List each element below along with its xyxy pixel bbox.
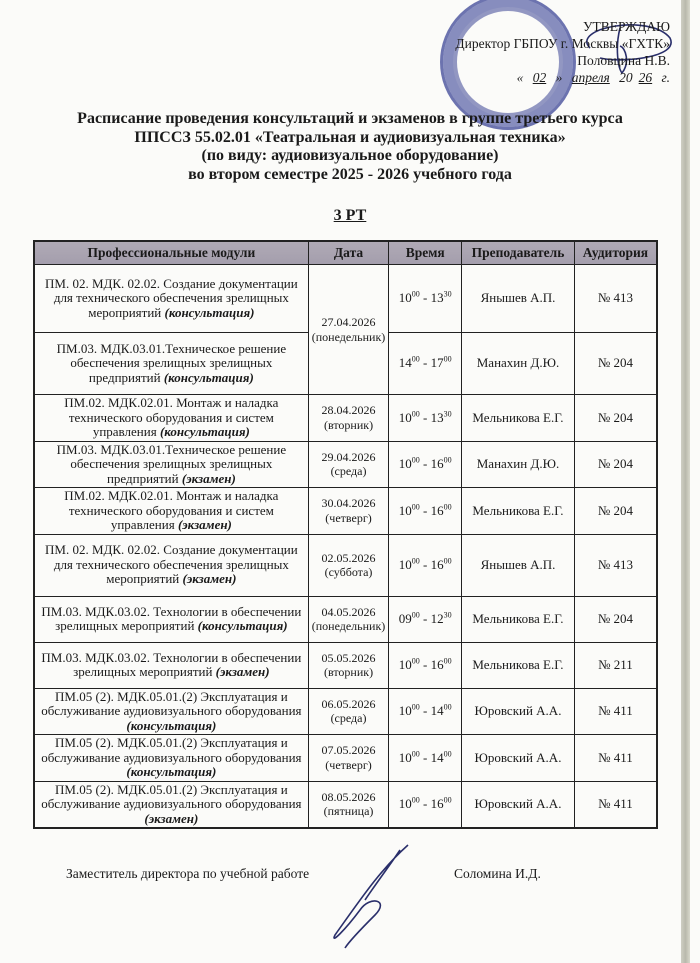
teacher-cell: Юровский А.А. [462,735,575,782]
room-cell: № 211 [574,642,657,688]
teacher-cell: Мельникова Е.Г. [462,395,575,442]
end-minute: 00 [443,556,452,566]
start-hour: 10 [398,456,412,471]
end-hour: 16 [430,656,444,672]
approval-position: Директор ГБПОУ г. Москвы «ГХТК» [455,36,670,51]
room-cell: № 204 [574,488,657,535]
session-kind: (экзамен) [144,810,199,826]
start-minute: 00 [411,289,420,299]
start-hour: 10 [398,703,412,718]
time-cell: $10^{00} - 16^{00}$ [389,488,462,535]
date-value: 29.04.2026 [321,449,376,464]
module-cell [34,642,308,688]
header-time: Время [389,241,462,265]
table-row [34,688,657,735]
header-modules: Профессиональные модули [34,241,308,265]
schedule-body [34,265,657,829]
weekday: (вторник) [323,665,374,679]
session-kind: (консультация) [159,424,250,439]
module-text: ПМ. 02. МДК. 02.02. Создание документации для технического обеспечения зрелищных мероприятий [45,275,298,320]
start-minute: 00 [411,610,420,620]
teacher-cell: Янышев А.П. [462,265,575,333]
module-cell [34,534,308,596]
module-text: ПМ.05 (2). МДК.05.01.(2) Эксплуатация и обслуживание аудиовизуального оборудования [41,688,302,718]
date-day: 02 [532,70,547,85]
group-label: 3 РТ [333,207,367,224]
date-year: 26 [638,70,653,85]
time-cell: $10^{00} - 14^{00}$ [389,688,462,735]
end-minute: 30 [443,289,452,299]
start-minute: 00 [411,354,420,364]
date-cell [308,395,389,442]
header-room: Аудитория [574,241,657,265]
end-hour: 16 [430,796,444,811]
end-minute: 00 [443,455,452,465]
start-minute: 00 [411,749,420,759]
table-row [34,265,657,333]
room-cell: № 411 [574,688,657,735]
start-minute: 00 [411,702,420,712]
module-text: ПМ. 02. МДК. 02.02. Создание документации для технического обеспечения зрелищных мероприятий [45,542,298,587]
session-kind: (консультация) [164,304,255,320]
weekday: (понедельник) [311,329,386,344]
module-text: ПМ.05 (2). МДК.05.01.(2) Эксплуатация и обслуживание аудиовизуального оборудования [41,781,302,811]
start-minute: 00 [411,556,420,566]
end-hour: 16 [430,502,444,518]
module-cell [34,596,308,642]
approval-label: УТВЕРЖДАЮ [582,19,670,34]
end-minute: 00 [443,795,452,805]
weekday: (вторник) [323,417,374,432]
teacher-cell: Мельникова Е.Г. [462,642,575,688]
table-row [34,781,657,828]
date-value: 04.05.2026 [321,604,376,619]
end-minute: 00 [443,702,452,712]
session-kind: (консультация) [126,717,217,733]
room-cell: № 204 [574,333,657,395]
footer-position: Заместитель директора по учебной работе [66,866,310,881]
title-line-1: Расписание проведения консультаций и экзаменов в группе третьего курса [77,110,623,127]
session-kind: (экзамен) [181,470,236,486]
teacher-cell: Янышев А.П. [462,534,575,596]
date-cell [308,642,389,688]
time-cell: $10^{00} - 16^{00}$ [389,534,462,596]
module-cell [34,781,308,828]
date-value: 08.05.2026 [321,789,376,804]
time-cell: $10^{00} - 16^{00}$ [389,781,462,828]
teacher-cell: Юровский А.А. [462,688,575,735]
time-cell: $10^{00} - 13^{30}$ [389,395,462,442]
module-cell [34,265,308,333]
module-text: ПМ.03. МДК.03.01.Техническое решение обеспечения зрелищных зрелищных предприятий [56,441,287,486]
time-cell: $10^{00} - 14^{00}$ [389,735,462,782]
date-cell [308,534,389,596]
date-cell [308,441,389,488]
room-cell: № 411 [574,781,657,828]
module-text: ПМ.02. МДК.02.01. Монтаж и наладка технического оборудования и систем управления [64,488,279,532]
module-cell [34,395,308,442]
weekday: (четверг) [325,510,372,525]
module-cell [34,688,308,735]
session-kind: (экзамен) [215,664,270,679]
start-hour: 10 [398,656,412,672]
table-row [34,596,657,642]
weekday: (понедельник) [311,619,386,633]
module-text: ПМ.05 (2). МДК.05.01.(2) Эксплуатация и обслуживание аудиовизуального оборудования [41,735,302,765]
start-hour: 10 [398,556,412,572]
start-hour: 10 [398,796,412,811]
end-minute: 30 [443,409,452,419]
document-title [0,110,700,184]
room-cell: № 413 [574,534,657,596]
date-cell [308,735,389,782]
table-row [34,395,657,442]
room-cell: № 204 [574,596,657,642]
date-month: апреля [571,70,610,85]
end-hour: 14 [430,749,444,765]
session-kind: (консультация) [163,369,254,385]
date-value: 28.04.2026 [321,403,376,418]
weekday: (среда) [330,464,367,479]
start-minute: 00 [411,409,420,419]
date-cell [308,488,389,535]
time-cell: $10^{00} - 13^{30}$ [389,265,462,333]
module-text: ПМ.03. МДК.03.02. Технологии в обеспечении зрелищных мероприятий [41,603,302,633]
start-hour: 14 [398,355,412,371]
end-minute: 00 [443,656,452,666]
teacher-cell: Юровский А.А. [462,781,575,828]
session-kind: (консультация) [126,764,217,779]
date-cell [308,688,389,735]
time-cell: $10^{00} - 16^{00}$ [389,642,462,688]
start-hour: 10 [398,409,412,425]
date-value: 05.05.2026 [321,650,376,665]
table-row [34,642,657,688]
time-cell: $14^{00} - 17^{00}$ [389,333,462,395]
end-hour: 13 [430,290,444,306]
end-hour: 13 [430,409,444,425]
start-minute: 00 [411,795,420,805]
table-row [34,441,657,488]
date-value: 06.05.2026 [321,696,376,711]
date-value: 30.04.2026 [321,496,376,511]
weekday: (пятница) [323,804,374,819]
date-suffix: г. [661,70,670,85]
date-cell [308,781,389,828]
teacher-cell: Манахин Д.Ю. [462,333,575,395]
date-value: 02.05.2026 [321,550,376,565]
module-cell [34,333,308,395]
table-row [34,534,657,596]
approval-block [420,18,670,86]
session-kind: (экзамен) [177,517,232,532]
end-minute: 00 [443,354,452,364]
date-value: 27.04.2026 [321,315,376,329]
teacher-cell: Мельникова Е.Г. [462,488,575,535]
time-cell: $09^{00} - 12^{30}$ [389,596,462,642]
module-cell [34,488,308,535]
room-cell: № 204 [574,441,657,488]
module-text: ПМ.03. МДК.03.01.Техническое решение обеспечения зрелищных зрелищных предприятий [56,340,287,385]
title-line-4: во втором семестре 2025 - 2026 учебного года [188,165,512,183]
table-row [34,735,657,782]
approval-name: Половцина Н.В. [577,53,670,68]
weekday: (среда) [330,711,367,726]
date-open-quote: « [516,70,524,85]
end-hour: 12 [430,610,444,626]
header-date: Дата [308,241,389,265]
date-cell [308,596,389,642]
end-hour: 16 [430,556,444,572]
schedule-table [33,240,658,829]
table-row [34,488,657,535]
end-hour: 17 [430,355,444,371]
table-header-row [34,241,657,265]
start-hour: 10 [398,290,412,306]
time-cell: $10^{00} - 16^{00}$ [389,441,462,488]
date-year-prefix: 20 [619,70,633,85]
room-cell: № 413 [574,265,657,333]
footer-name: Соломина И.Д. [454,866,541,881]
start-minute: 00 [411,656,420,666]
teacher-cell: Манахин Д.Ю. [462,441,575,488]
room-cell: № 411 [574,735,657,782]
module-cell [34,735,308,782]
module-cell [34,441,308,488]
start-minute: 00 [411,455,420,465]
session-kind: (экзамен) [182,571,237,587]
header-teacher: Преподаватель [462,241,575,265]
end-minute: 30 [443,610,452,620]
module-text: ПМ.02. МДК.02.01. Монтаж и наладка технического оборудования и систем управления [64,395,279,439]
session-kind: (консультация) [197,618,288,633]
end-hour: 16 [430,456,444,471]
weekday: (суббота) [324,565,373,579]
module-text: ПМ.03. МДК.03.02. Технологии в обеспечении зрелищных мероприятий [41,649,302,679]
end-minute: 00 [443,749,452,759]
start-hour: 09 [398,610,412,626]
deputy-signature [320,840,410,950]
date-cell [308,265,389,395]
teacher-cell: Мельникова Е.Г. [462,596,575,642]
start-hour: 10 [398,502,412,518]
room-cell: № 204 [574,395,657,442]
date-value: 07.05.2026 [321,743,376,758]
start-minute: 00 [411,502,420,512]
end-hour: 14 [430,703,444,718]
title-line-2: ППССЗ 55.02.01 «Театральная и аудиовизуальная техника» [134,128,566,146]
weekday: (четверг) [325,757,372,772]
start-hour: 10 [398,749,412,765]
date-close-quote: » [555,70,563,85]
end-minute: 00 [443,502,452,512]
title-line-3: (по виду: аудиовизуальное оборудование) [201,147,499,164]
approval-date [420,69,670,86]
